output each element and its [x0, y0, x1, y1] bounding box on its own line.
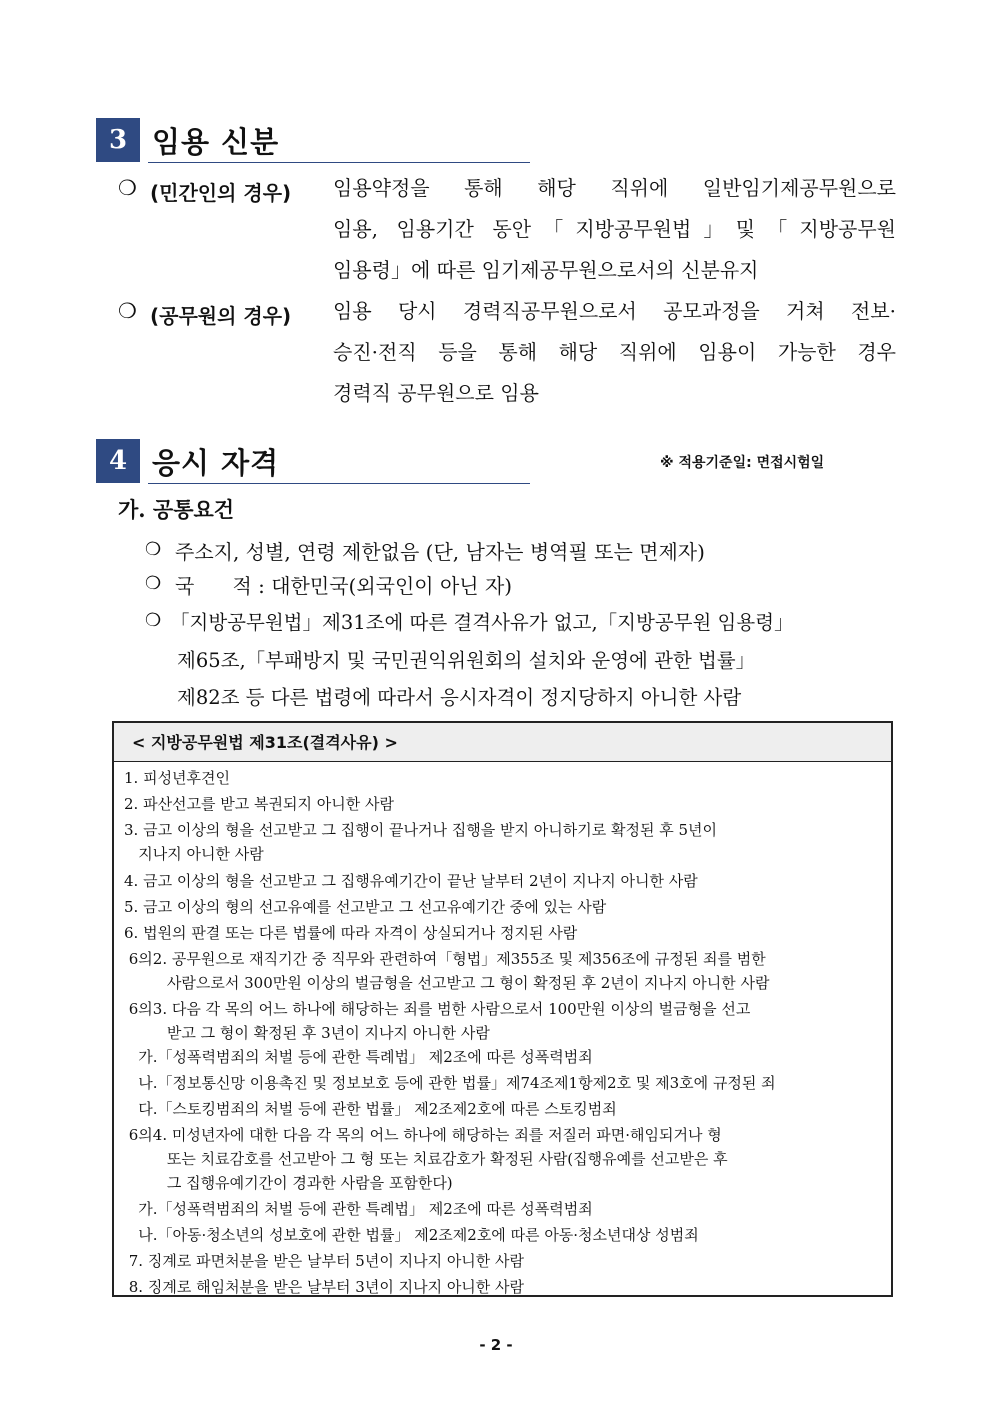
table-row: 사람으로서 300만원 이상의 벌금형을 선고받고 그 형이 확정된 후 2년이 지나지 아니한 사람 [124, 974, 770, 992]
reference-date-note: ※ 적용기준일: 면접시험일 [660, 455, 825, 471]
table-row: 다.「스토킹범죄의 처벌 등에 관한 법률」 제2조제2호에 따른 스토킹범죄 [124, 1100, 617, 1118]
subheading: 가. 공통요건 [118, 497, 235, 522]
section-underline [148, 162, 530, 163]
section-title: 응시 자격 [152, 446, 280, 480]
text-line: 경력직 공무원으로 임용 [333, 381, 539, 405]
table-row: 지나지 아니한 사람 [124, 845, 264, 863]
disqualification-table [112, 721, 893, 1297]
table-row: 6. 법원의 판결 또는 다른 법률에 따라 자격이 상실되거나 정지된 사람 [124, 924, 578, 942]
item-text [333, 291, 896, 414]
table-row: 8. 징계로 해임처분을 받은 날부터 3년이 지나지 아니한 사람 [124, 1278, 525, 1296]
table-row: 6의2. 공무원으로 재직기간 중 직무와 관련하여「형법」제355조 및 제356조에 규정된 죄를 범한 [124, 950, 766, 968]
section-underline [148, 483, 530, 484]
requirement-line: 주소지, 성별, 연령 제한없음 (단, 남자는 병역필 또는 면제자) [175, 540, 705, 564]
text-line: 승진·전직 등을 통해 해당 직위에 임용이 가능한 경우 [333, 340, 896, 364]
text-line: 임용령」에 따른 임기제공무원으로서의 신분유지 [333, 258, 759, 282]
bullet-icon: ❍ [145, 539, 162, 560]
table-row: 나.「아동·청소년의 성보호에 관한 법률」 제2조제2호에 따른 아동·청소년대상 성범죄 [124, 1226, 699, 1244]
requirement-line: 제65조,「부패방지 및 국민권익위원회의 설치와 운영에 관한 법률」 [177, 649, 756, 672]
table-row: 받고 그 형이 확정된 후 3년이 지나지 아니한 사람 [124, 1024, 490, 1042]
text-line: 임용, 임용기간 동안「지방공무원법」및「지방공무원 [333, 217, 896, 241]
item-label: (공무원의 경우) [150, 304, 292, 328]
table-row: 5. 금고 이상의 형의 선고유예를 선고받고 그 선고유예기간 중에 있는 사람 [124, 898, 607, 916]
item-label: (민간인의 경우) [150, 181, 292, 205]
table-row: 2. 파산선고를 받고 복권되지 아니한 사람 [124, 795, 394, 813]
table-row: 가.「성폭력범죄의 처벌 등에 관한 특례법」 제2조에 따른 성폭력범죄 [124, 1200, 593, 1218]
section-title: 임용 신분 [152, 125, 280, 159]
bullet-icon: ❍ [118, 299, 137, 323]
section-number-badge: 4 [96, 439, 140, 483]
table-row: 1. 피성년후견인 [124, 769, 231, 787]
table-row: 7. 징계로 파면처분을 받은 날부터 5년이 지나지 아니한 사람 [124, 1252, 525, 1270]
table-row: 그 집행유예기간이 경과한 사람을 포함한다) [124, 1174, 453, 1192]
item-text [333, 168, 896, 291]
section-number-badge: 3 [96, 118, 140, 162]
bullet-icon: ❍ [145, 610, 162, 631]
requirement-line: 제82조 등 다른 법령에 따라서 응시자격이 정지당하지 아니한 사람 [177, 686, 742, 709]
page-number: - 2 - [479, 1336, 513, 1354]
text-line: 임용 당시 경력직공무원으로서 공모과정을 거쳐 전보· [333, 299, 896, 323]
bullet-icon: ❍ [145, 573, 162, 594]
table-row: 6의3. 다음 각 목의 어느 하나에 해당하는 죄를 범한 사람으로서 100만원 이상의 벌금형을 선고 [124, 1000, 751, 1018]
table-header [114, 723, 891, 762]
bullet-icon: ❍ [118, 176, 137, 200]
table-row: 6의4. 미성년자에 대한 다음 각 목의 어느 하나에 해당하는 죄를 저질러 파면·해임되거나 형 [124, 1126, 722, 1144]
requirement-line: 「지방공무원법」제31조에 따른 결격사유가 없고,「지방공무원 임용령」 [170, 611, 794, 634]
table-row: 가.「성폭력범죄의 처벌 등에 관한 특례법」 제2조에 따른 성폭력범죄 [124, 1048, 593, 1066]
requirement-line: 국 적 : 대한민국(외국인이 아닌 자) [175, 574, 513, 598]
text-line: 임용약정을 통해 해당 직위에 일반임기제공무원으로 [333, 176, 896, 200]
table-row: 나.「정보통신망 이용촉진 및 정보보호 등에 관한 법률」제74조제1항제2호 및 제3호에 규정된 죄 [124, 1074, 776, 1092]
table-row: 3. 금고 이상의 형을 선고받고 그 집행이 끝나거나 집행을 받지 아니하기로 확정된 후 5년이 [124, 821, 717, 839]
table-row: 4. 금고 이상의 형을 선고받고 그 집행유예기간이 끝난 날부터 2년이 지나지 아니한 사람 [124, 872, 698, 890]
table-title: < 지방공무원법 제31조(결격사유) > [132, 733, 398, 752]
table-row: 또는 치료감호를 선고받아 그 형 또는 치료감호가 확정된 사람(집행유예를 선고받은 후 [124, 1150, 728, 1168]
